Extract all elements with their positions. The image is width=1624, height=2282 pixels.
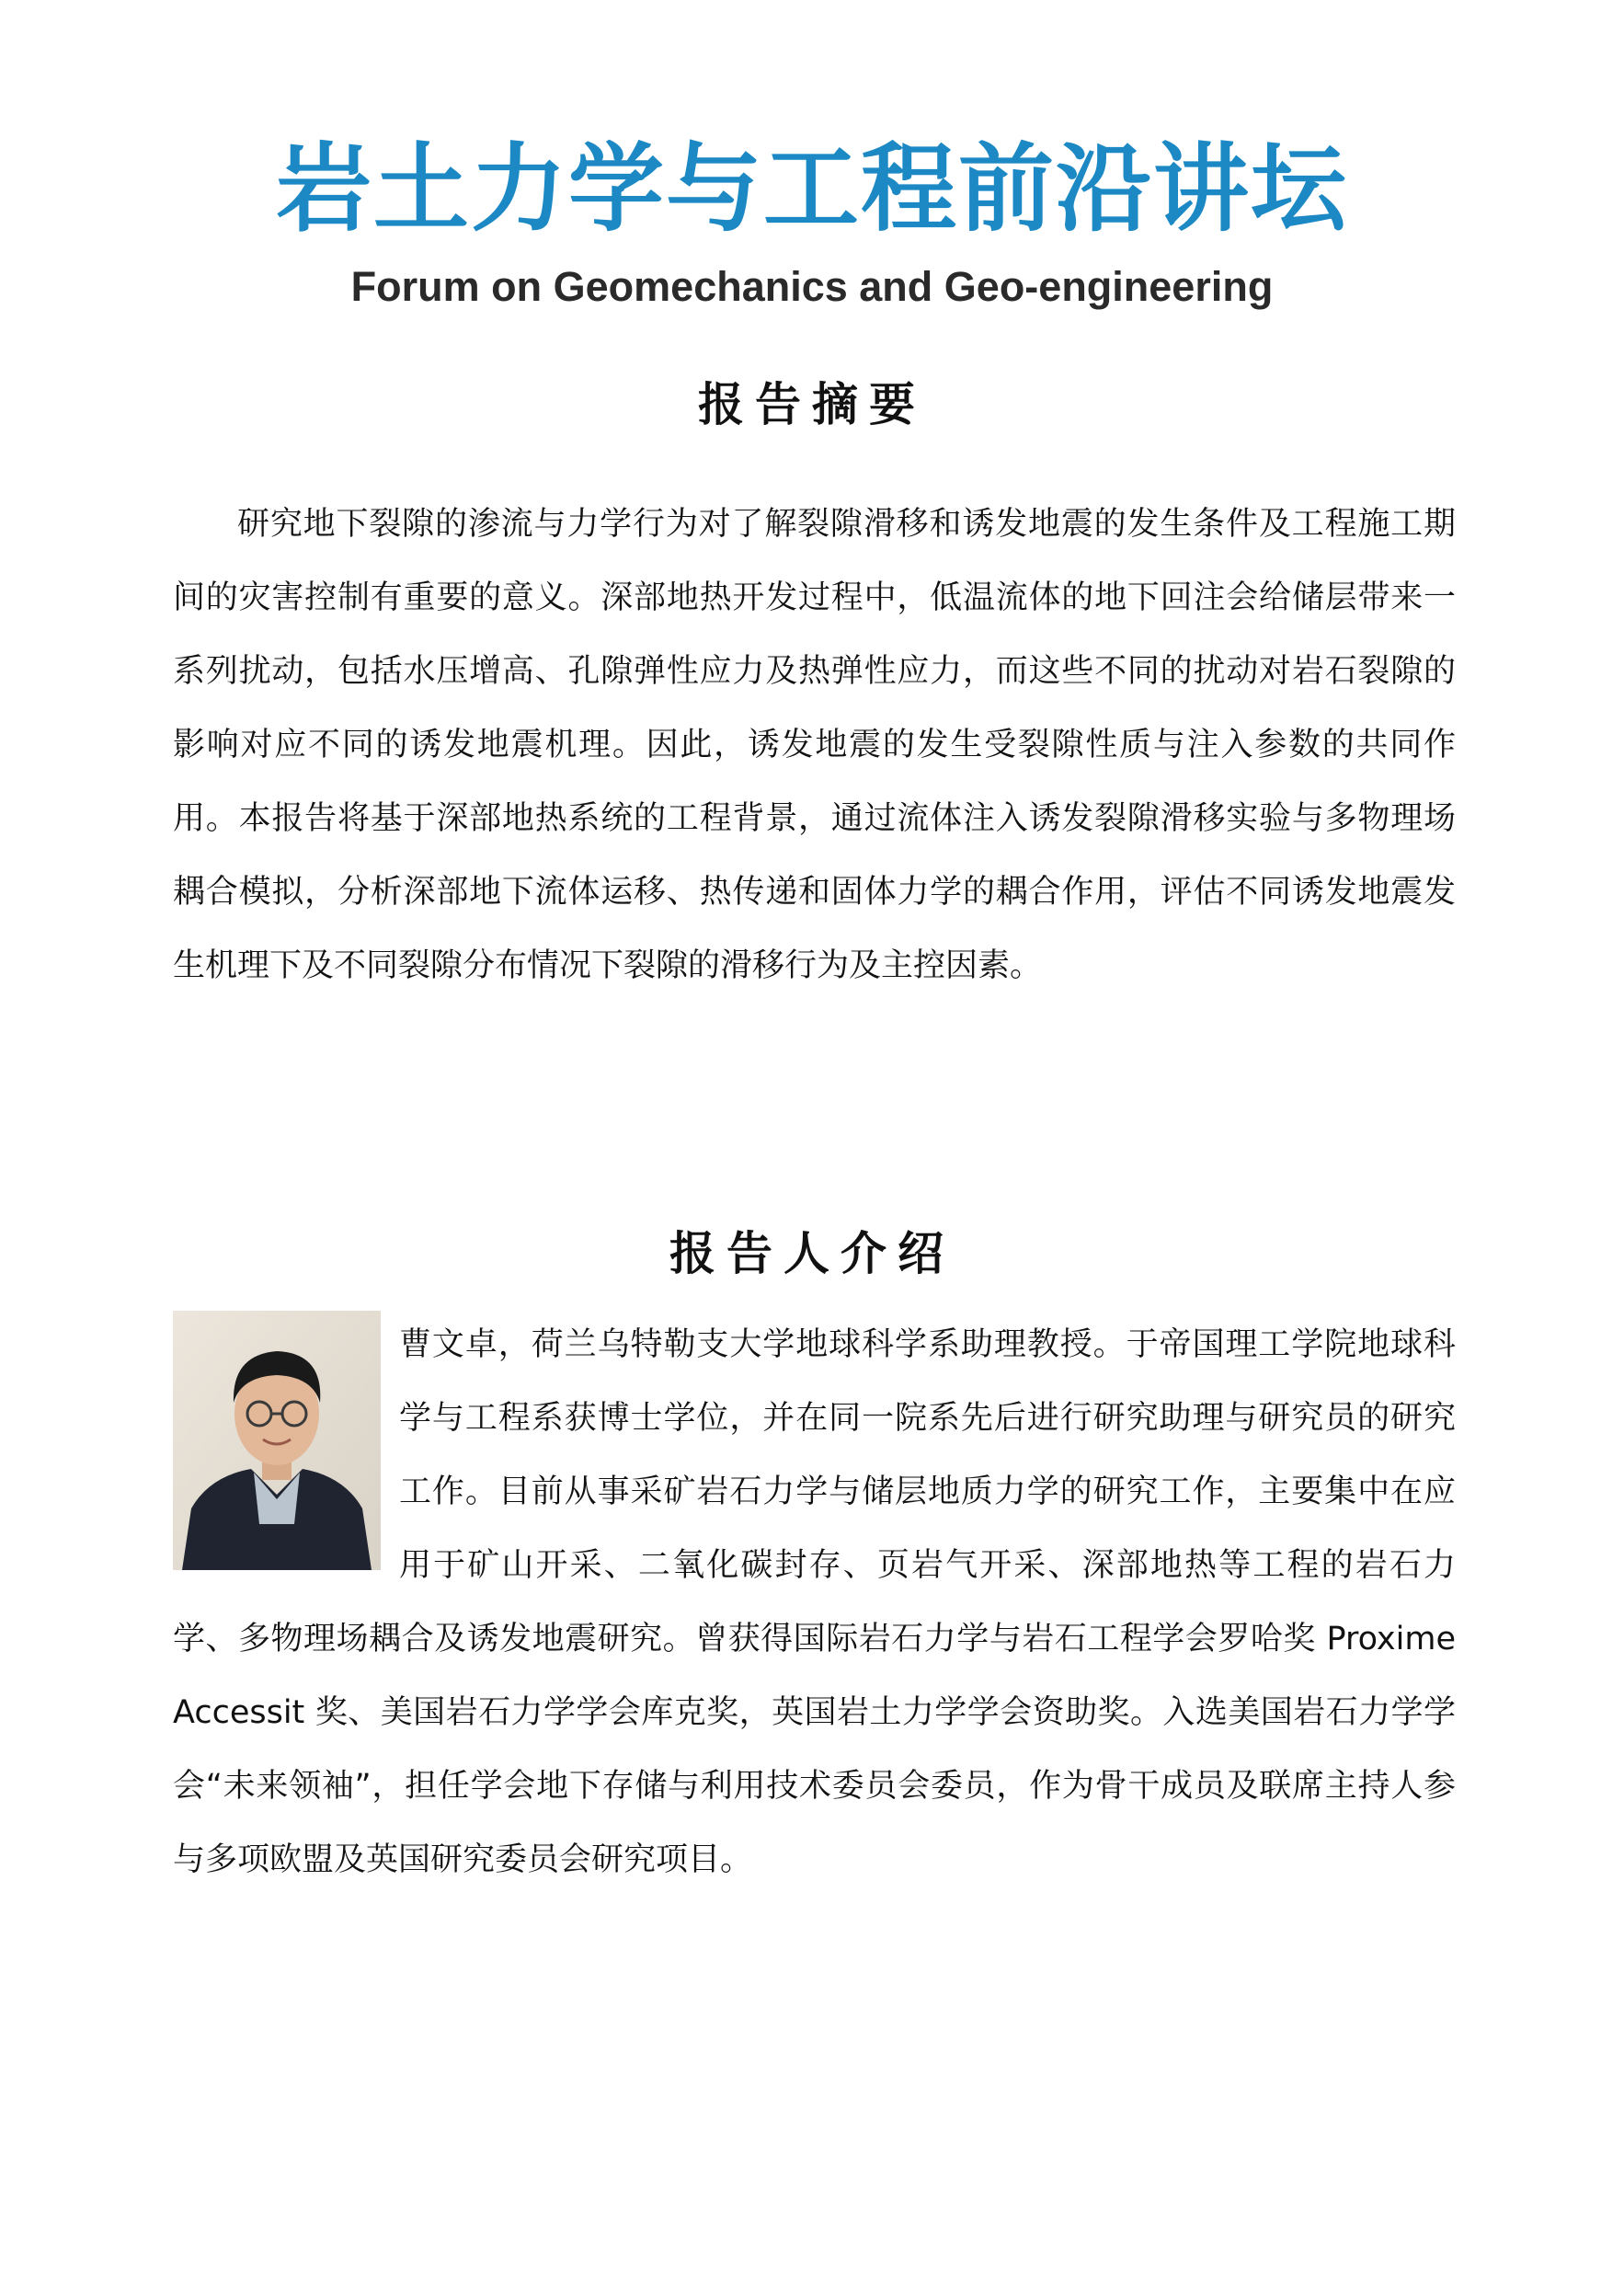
abstract-heading: 报告摘要 [698, 378, 926, 431]
speaker-heading: 报告人介绍 [669, 1227, 955, 1280]
speaker-portrait [173, 1311, 381, 1570]
forum-title-chinese: 岩土力学与工程前沿讲坛 [275, 132, 1348, 245]
forum-title-english: Forum on Geomechanics and Geo-engineering [350, 263, 1274, 310]
speaker-bio-section [173, 1308, 1456, 1897]
abstract-paragraph: 研究地下裂隙的渗流与力学行为对了解裂隙滑移和诱发地震的发生条件及工程施工期间的灾害控制有重要的意义。深部地热开发过程中，低温流体的地下回注会给储层带来一系列扰动，包括水压增高、孔隙弹性应力及热弹性应力，而这些不同的扰动对岩石裂隙的影响对应不同的诱发地震机理。因此，诱发地震的发生受裂隙性质与注入参数的共同作用。本报告将基于深部地热系统的工程背景，通过流体注入诱发裂隙滑移实验与多物理场耦合模拟，分析深部地下流体运移、热传递和固体力学的耦合作用，评估不同诱发地震发生机理下及不同裂隙分布情况下裂隙的滑移行为及主控因素。 [173, 506, 1456, 984]
speaker-bio-text: 曹文卓，荷兰乌特勒支大学地球科学系助理教授。于帝国理工学院地球科学与工程系获博士学位，并在同一院系先后进行研究助理与研究员的研究工作。目前从事采矿岩石力学与储层地质力学的研究工作，主要集中在应用于矿山开采、二氧化碳封存、页岩气开采、深部地热等工程的岩石力学、多物理场耦合及诱发地震研究。曾获得国际岩石力学与岩石工程学会罗哈奖 Proxime Accessit 奖、美国岩石力学学会库克奖，英国岩土力学学会资助奖。入选美国岩石力学学会“未来领袖”，担任学会地下存储与利用技术委员会委员，作为骨干成员及联席主持人参与多项欧盟及英国研究委员会研究项目。 [173, 1326, 1456, 1878]
